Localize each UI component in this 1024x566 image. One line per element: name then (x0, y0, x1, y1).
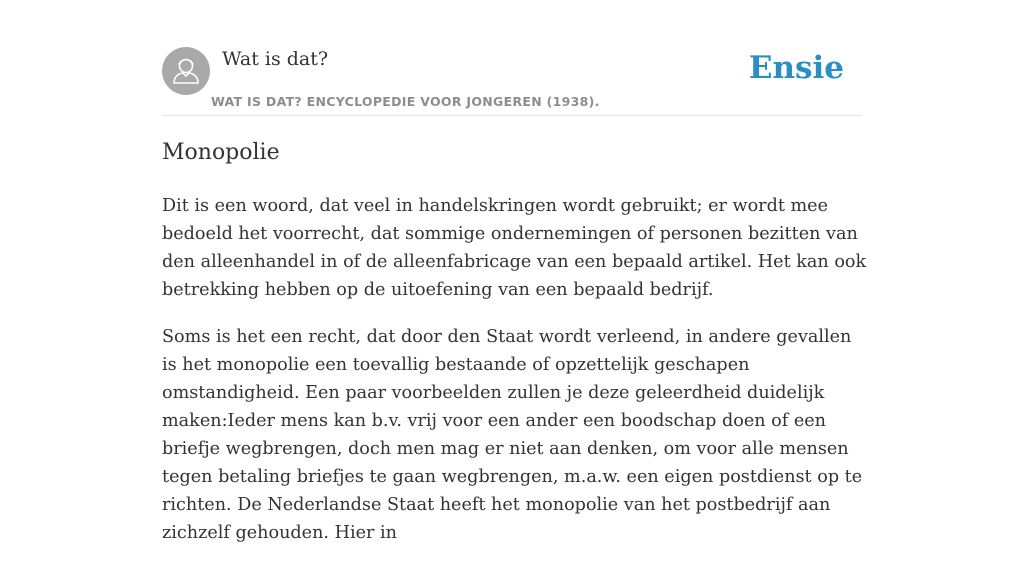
avatar[interactable] (162, 47, 210, 95)
user-silhouette-icon (162, 47, 210, 95)
source-header (162, 44, 862, 116)
source-title[interactable]: Wat is dat? (222, 48, 329, 70)
entry-body (162, 192, 867, 566)
paragraph: Dit is een woord, dat veel in handelskringen wordt gebruikt; er wordt mee bedoeld het voorrecht, dat sommige ondernemingen of personen bezitten van den alleenhandel in of de alleenfabricage van een bepaald artikel. Het kan ook betrekking hebben op de uitoefening van een bepaald bedrijf. (162, 196, 867, 300)
ensie-logo[interactable]: Ensie (748, 50, 844, 86)
paragraph: Soms is het een recht, dat door den Staat wordt verleend, in andere gevallen is het monopolie een toevallig bestaande of opzettelijk geschapen omstandigheid. Een paar voorbeelden zullen je deze geleerdheid duidelijk maken:Ieder mens kan b.v. vrij voor een ander een boodschap doen of een briefje wegbrengen, doch men mag er niet aan denken, om voor alle mensen tegen betaling briefjes te gaan wegbrengen, m.a.w. een eigen postdienst op te richten. De Nederlandse Staat heeft het monopolie van het postbedrijf aan zichzelf gehouden. Hier in (162, 327, 863, 543)
entry-title: Monopolie (162, 140, 280, 165)
source-subtitle[interactable]: WAT IS DAT? ENCYCLOPEDIE VOOR JONGEREN (1938). (211, 94, 600, 109)
